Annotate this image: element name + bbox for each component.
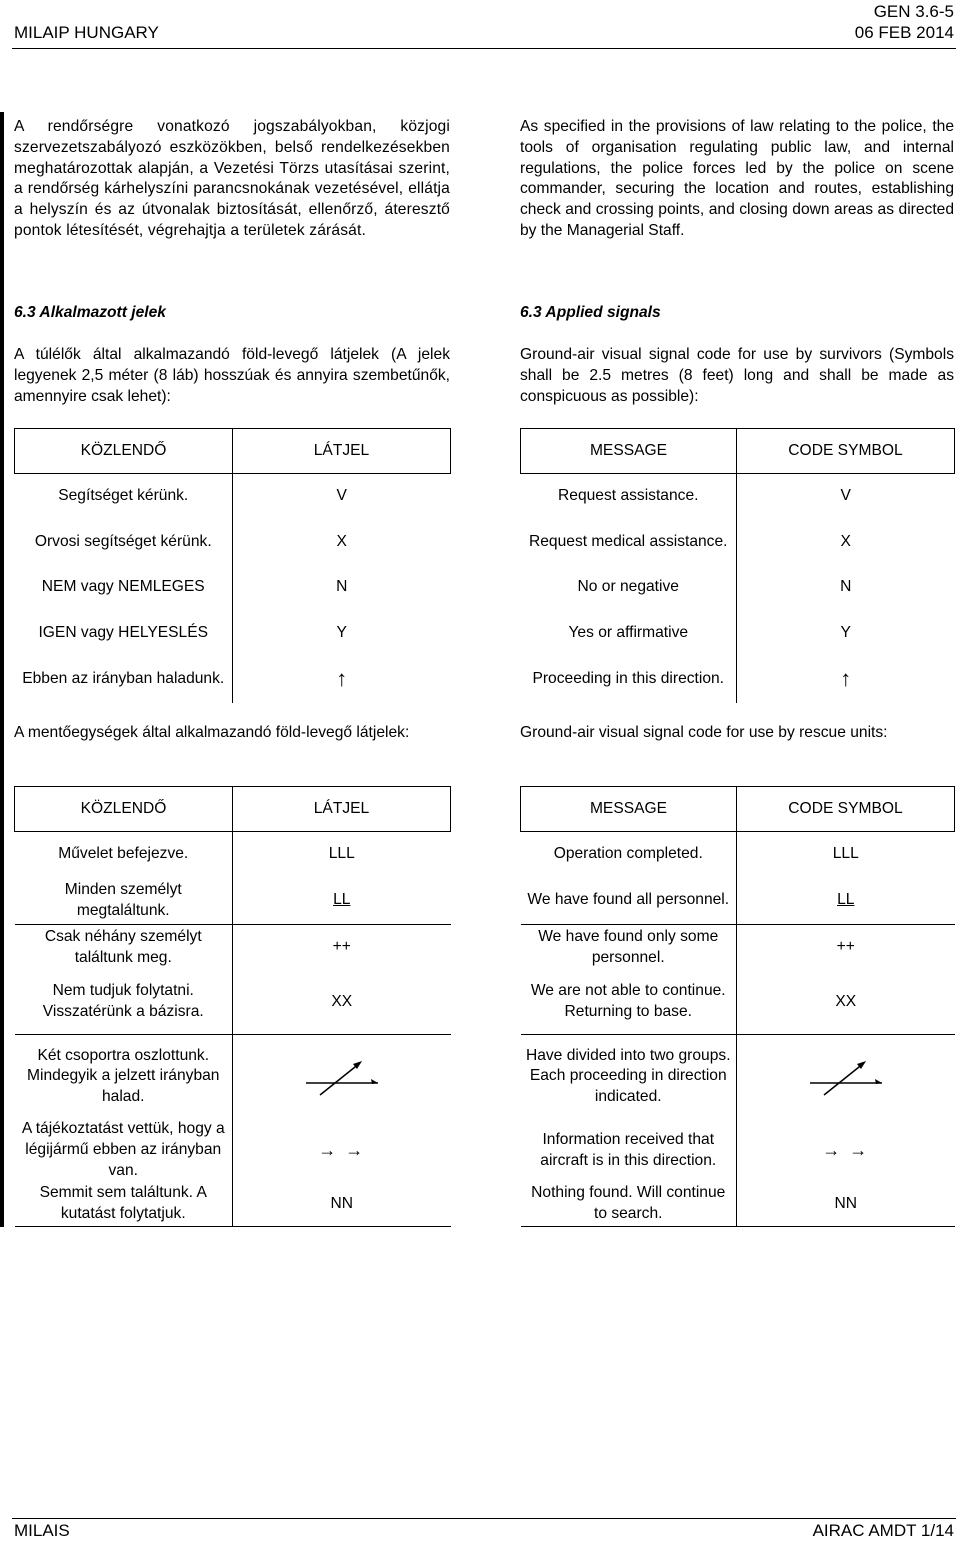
table-row [15, 832, 451, 878]
table-row [521, 1119, 955, 1183]
table-header-row [521, 429, 955, 474]
table-row [521, 657, 955, 703]
signal-symbol: NN [737, 1183, 955, 1227]
table-header-row [15, 429, 451, 474]
signal-message: Ebben az irányban haladunk. [15, 657, 233, 703]
section-title-hu: 6.3 Alkalmazott jelek [14, 304, 166, 321]
rescue-signal-table-en [520, 786, 955, 1227]
signal-message: Orvosi segítséget kérünk. [15, 520, 233, 565]
table-row [521, 611, 955, 657]
table-row [15, 474, 451, 520]
table-row [521, 925, 955, 971]
column-header-message: MESSAGE [521, 429, 737, 474]
column-header-message: KÖZLENDŐ [15, 429, 233, 474]
signal-symbol: Y [336, 624, 347, 642]
table-row [15, 1119, 451, 1183]
table-row [15, 520, 451, 565]
column-header-symbol: CODE SYMBOL [737, 787, 955, 832]
survivors-signal-table-en [520, 428, 955, 703]
column-header-symbol: LÁTJEL [233, 429, 451, 474]
column-header-symbol: LÁTJEL [233, 787, 451, 832]
signal-symbol [737, 1035, 955, 1119]
change-bar [0, 112, 4, 1227]
signal-message: We are not able to continue. Returning to base. [521, 971, 737, 1035]
table-row [521, 878, 955, 925]
survivors-intro-hu: A túlélők által alkalmazandó föld-levegő látjelek (A jelek legyenek 2,5 méter (8 láb) hosszúak és annyira szembetűnők, amennyire csak lehet): [14, 346, 450, 405]
footer-amendment: AIRAC AMDT 1/14 [812, 1521, 954, 1540]
arrow-up-icon: ↑ [840, 666, 852, 692]
signal-message: A tájékoztatást vettük, hogy a légijármű ebben az irányban van. [15, 1119, 233, 1183]
footer-rule [12, 1518, 956, 1519]
signal-symbol: XX [233, 971, 451, 1035]
column-header-message: KÖZLENDŐ [15, 787, 233, 832]
signal-message: Két csoportra oszlottunk. Mindegyik a jelzett irányban halad. [15, 1035, 233, 1119]
table-header-row [15, 787, 451, 832]
signal-message: Művelet befejezve. [15, 832, 233, 878]
intro-paragraph-en: As specified in the provisions of law relating to the police, the tools of organisation regulating public law, and internal regulations, the police forces led by the police on scene commander, securing the location and routes, establishing check and crossing points, and closing down areas as directed by the Managerial Staff. [520, 118, 954, 239]
signal-message: Nothing found. Will continue to search. [521, 1183, 737, 1227]
signal-symbol: ++ [836, 938, 855, 956]
header-rule [12, 48, 956, 49]
signal-symbol: Y [840, 624, 851, 642]
survivors-intro-en: Ground-air visual signal code for use by survivors (Symbols shall be 2.5 metres (8 feet) long and shall be made as conspicuous as possible): [520, 346, 954, 405]
signal-symbol: LL [233, 878, 451, 925]
table-row [521, 832, 955, 878]
signal-symbol: XX [737, 971, 955, 1035]
signal-message: Semmit sem találtunk. A kutatást folytatjuk. [15, 1183, 233, 1227]
signal-message: Yes or affirmative [521, 611, 737, 657]
signal-symbol: X [840, 532, 851, 550]
rescue-intro-hu: A mentőegységek által alkalmazandó föld-levegő látjelek: [14, 724, 410, 741]
signal-message: Operation completed. [521, 832, 737, 878]
table-row [521, 565, 955, 611]
signal-symbol: N [336, 578, 348, 596]
signal-message: We have found all personnel. [521, 878, 737, 925]
rescue-signal-table-hu [14, 786, 451, 1227]
signal-symbol: N [840, 578, 852, 596]
table-row [521, 1183, 955, 1227]
signal-message: Request medical assistance. [521, 520, 737, 565]
table-header-row [521, 787, 955, 832]
table-row [15, 565, 451, 611]
rescue-intro-en: Ground-air visual signal code for use by rescue units: [520, 724, 888, 741]
signal-message: We have found only some personnel. [521, 925, 737, 971]
split-arrow-icon [808, 1057, 884, 1097]
table-row [521, 474, 955, 520]
signal-message: Information received that aircraft is in this direction. [521, 1119, 737, 1183]
split-arrow-icon [304, 1057, 380, 1097]
table-row [15, 657, 451, 703]
signal-message: No or negative [521, 565, 737, 611]
table-row [15, 971, 451, 1035]
signal-message: Segítséget kérünk. [15, 474, 233, 520]
signal-message: NEM vagy NEMLEGES [15, 565, 233, 611]
publication-date: 06 FEB 2014 [854, 23, 954, 42]
signal-message: Have divided into two groups. Each proceeding in direction indicated. [521, 1035, 737, 1119]
section-title-en: 6.3 Applied signals [520, 304, 661, 321]
signal-symbol: ++ [332, 938, 351, 956]
signal-message: Request assistance. [521, 474, 737, 520]
signal-symbol: LL [737, 878, 955, 925]
table-row [521, 1035, 955, 1119]
signal-symbol [233, 1035, 451, 1119]
column-header-symbol: CODE SYMBOL [737, 429, 955, 474]
signal-symbol: V [336, 487, 347, 505]
column-header-message: MESSAGE [521, 787, 737, 832]
double-right-arrow-icon: → → [822, 1140, 870, 1161]
arrow-up-icon: ↑ [336, 666, 348, 692]
table-row [15, 611, 451, 657]
table-row [15, 878, 451, 925]
table-row [15, 1035, 451, 1119]
signal-message: Csak néhány személyt találtunk meg. [15, 925, 233, 971]
signal-message: Nem tudjuk folytatni. Visszatérünk a bázisra. [15, 971, 233, 1035]
table-row [15, 925, 451, 971]
signal-symbol: LLL [832, 845, 859, 863]
footer-left-label: MILAIS [14, 1521, 70, 1540]
signal-symbol: X [336, 532, 347, 550]
survivors-signal-table-hu [14, 428, 451, 703]
doc-reference: GEN 3.6-5 [873, 2, 954, 21]
signal-message: Minden személyt megtaláltunk. [15, 878, 233, 925]
signal-symbol: LLL [328, 845, 355, 863]
table-row [521, 520, 955, 565]
double-right-arrow-icon: → → [318, 1140, 366, 1161]
table-row [521, 971, 955, 1035]
intro-paragraph-hu: A rendőrségre vonatkozó jogszabályokban, közjogi szervezetszabályozó eszközökben, belső rendelkezésekben meghatározottak alapján, a Vezetési Törzs utasításai szerint, a rendőrség kárhelyszíni parancsnokának vezetésével, ellátja a helyszín és az útvonalak biztosítását, ellenőrző, áteresztő pontok létesítését, végrehajtja a területek zárását. [14, 118, 450, 239]
signal-symbol: V [840, 487, 851, 505]
table-row [15, 1183, 451, 1227]
publisher-name: MILAIP HUNGARY [14, 23, 159, 42]
signal-symbol: NN [233, 1183, 451, 1227]
signal-message: IGEN vagy HELYESLÉS [15, 611, 233, 657]
signal-message: Proceeding in this direction. [521, 657, 737, 703]
